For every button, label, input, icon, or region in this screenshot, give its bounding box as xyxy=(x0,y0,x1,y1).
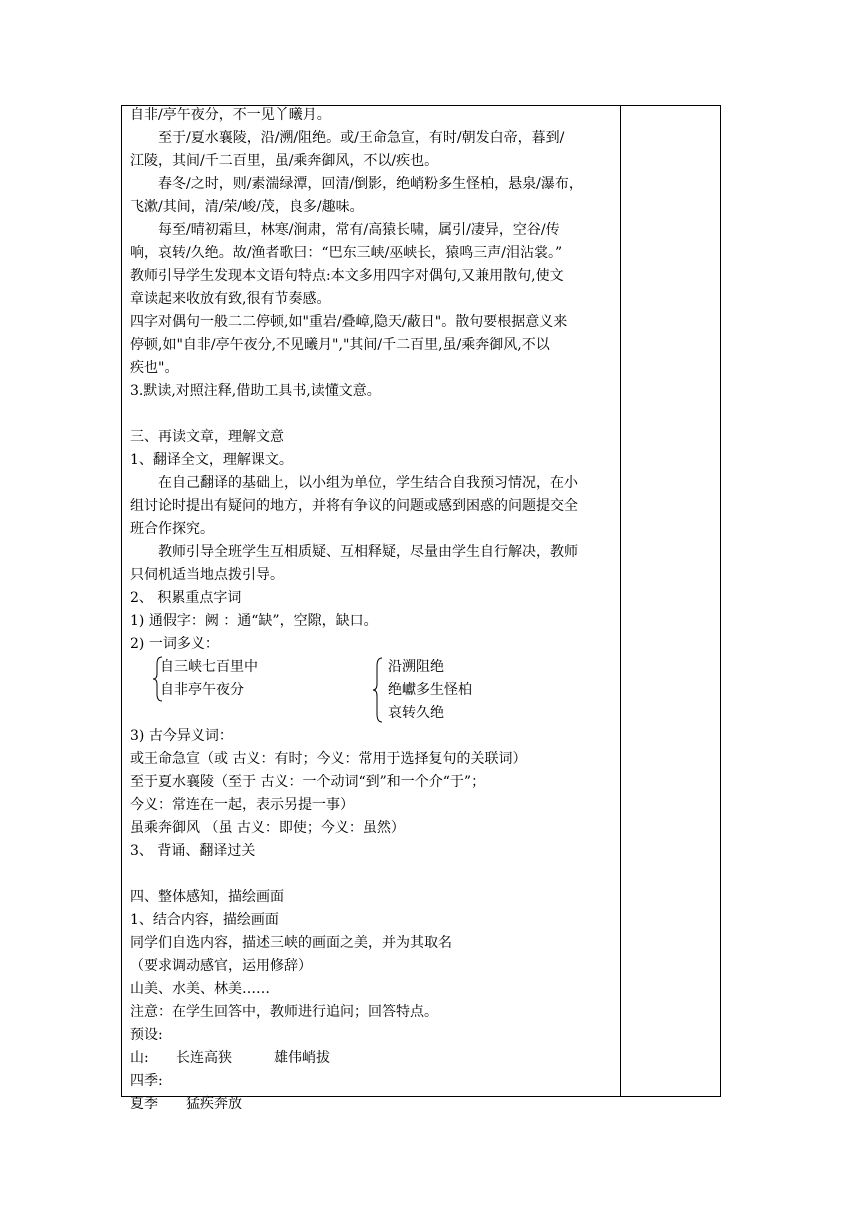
text-line: 注意：在学生回答中，教师进行追问；回答特点。 xyxy=(130,1004,438,1020)
text-line: 在自己翻译的基础上，以小组为单位，学生结合自我预习情况，在小 xyxy=(158,475,578,491)
preset-term: 长连高狭 xyxy=(176,1050,232,1066)
text-line: 停顿,如"自非/亭午夜分,不见曦月","其间/千二百里,虽/乘奔御风,不以 xyxy=(130,337,550,353)
text-line: 同学们自选内容，描述三峡的画面之美，并为其取名 xyxy=(130,935,452,951)
text-line: 今义：常连在一起，表示另提一事） xyxy=(130,797,354,813)
text-line: 2) 一词多义： xyxy=(130,636,219,652)
text-line: 虽乘奔御风 （虽 古义：即使；今义：虽然） xyxy=(130,820,405,836)
text-line: 2、 积累重点字词 xyxy=(130,590,242,606)
text-line: 1、结合内容，描绘画面 xyxy=(130,912,279,928)
text-line: 3) 古今异义词： xyxy=(130,728,233,744)
text-line: 江陵，其间/千二百里，虽/乘奔御风，不以/疾也。 xyxy=(130,153,439,169)
polysemy-left-item: 自非亭午夜分 xyxy=(160,682,244,698)
text-line: 自非/亭午夜分，不一见丫曦月。 xyxy=(130,107,331,123)
text-line: 只伺机适当地点拨引导。 xyxy=(130,567,284,583)
polysemy-right-item: 哀转久绝 xyxy=(388,705,444,721)
polysemy-right-item: 绝巘多生怪柏 xyxy=(388,682,472,698)
text-line: 预设: xyxy=(130,1027,163,1043)
preset-summer-line xyxy=(130,1093,618,1116)
text-line: （要求调动感官，运用修辞） xyxy=(130,958,312,974)
text-line: 飞漱/其间，清/荣/峻/茂，良多/趣味。 xyxy=(130,199,364,215)
polysemy-group xyxy=(130,656,618,724)
section-heading: 四、整体感知，描绘画面 xyxy=(130,889,284,905)
text-line: 1、翻译全文，理解课文。 xyxy=(130,452,293,468)
preset-mountain-line xyxy=(130,1047,618,1070)
text-line: 3、 背诵、翻译过关 xyxy=(130,843,256,859)
text-line: 至于/夏水襄陵，沿/溯/阻绝。或/王命急宣，有时/朝发白帝，暮到/ xyxy=(158,130,565,146)
text-line: 教师引导全班学生互相质疑、互相释疑，尽量由学生自行解决，教师 xyxy=(158,544,578,560)
text-line: 四字对偶句一般二二停顿,如"重岩/叠嶂,隐天/蔽日"。散句要根据意义来 xyxy=(130,314,568,330)
lesson-content-cell xyxy=(130,104,618,1116)
text-line: 3.默读,对照注释,借助工具书,读懂文意。 xyxy=(130,383,381,399)
preset-term: 猛疾奔放 xyxy=(186,1096,242,1112)
text-line: 章读起来收放有致,很有节奏感。 xyxy=(130,291,331,307)
text-line: 疾也"。 xyxy=(130,360,179,376)
text-line: 或王命急宣（或 古义：有时；今义：常用于选择复句的关联词） xyxy=(130,751,527,767)
blank-line xyxy=(130,863,618,886)
preset-label: 夏季 xyxy=(130,1096,158,1112)
text-line: 教师引导学生发现本文语句特点:本文多用四字对偶句,又兼用散句,使文 xyxy=(130,268,564,284)
preset-term: 雄伟峭拔 xyxy=(274,1050,330,1066)
left-brace-icon xyxy=(372,656,384,724)
polysemy-right-item: 沿溯阻绝 xyxy=(388,659,444,675)
blank-line xyxy=(130,403,618,426)
text-line: 山美、水美、林美…… xyxy=(130,981,270,997)
text-line: 四季: xyxy=(130,1073,163,1089)
text-line: 至于夏水襄陵（至于 古义：一个动词“到”和一个介“于”； xyxy=(130,774,486,790)
text-line: 每至/晴初霜旦，林寒/涧肃，常有/高猿长啸，属引/凄异，空谷/传 xyxy=(158,222,560,238)
polysemy-left-item: 自三峡七百里中 xyxy=(160,659,258,675)
text-line: 班合作探究。 xyxy=(130,521,214,537)
preset-label: 山: xyxy=(130,1050,149,1066)
text-line: 春冬/之时，则/素湍绿潭，回清/倒影，绝峭粉多生怪柏，悬泉/瀑布， xyxy=(158,176,583,192)
text-line: 响，哀转/久绝。故/渔者歌曰：“巴东三峡/巫峡长，猿鸣三声/泪沾裳。” xyxy=(130,245,563,261)
text-line: 组讨论时提出有疑问的地方，并将有争议的问题或感到困惑的问题提交全 xyxy=(130,498,578,514)
table-column-divider xyxy=(620,105,621,1097)
section-heading: 三、再读文章，理解文意 xyxy=(130,429,284,445)
text-line: 1) 通假字：阙 ：通“缺”，空隙，缺口。 xyxy=(130,613,378,629)
